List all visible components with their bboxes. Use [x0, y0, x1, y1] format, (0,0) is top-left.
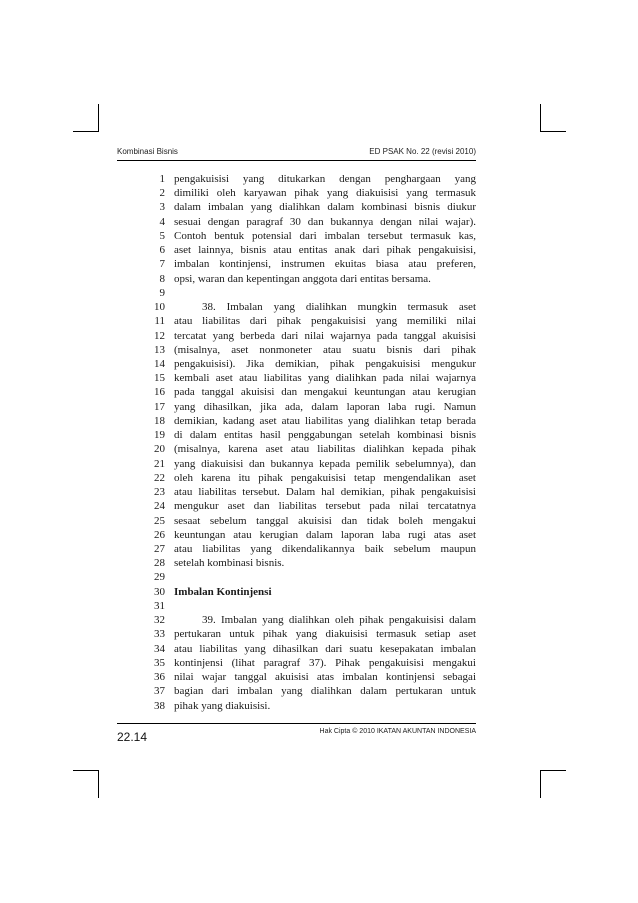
line-number: 15	[154, 372, 165, 385]
line-text: setelah kombinasi bisnis.	[174, 557, 285, 570]
line-text: dimiliki oleh karyawan pihak yang diakuisisi yang termasuk	[174, 187, 476, 200]
crop-mark	[98, 104, 99, 132]
line-text: dalam imbalan yang dialihkan dalam kombinasi bisnis diukur	[174, 201, 476, 214]
crop-mark	[73, 131, 98, 132]
line-text: nilai wajar tanggal akuisisi atas imbalan kontinjensi sebagai	[174, 671, 476, 684]
copyright-notice: Hak Cipta © 2010 IKATAN AKUNTAN INDONESIA	[319, 728, 476, 735]
line-text: oleh karena itu pihak pengakuisisi tetap mengendalikan aset	[174, 471, 476, 484]
line-text: atau liabilitas dari pihak pengakuisisi yang memiliki nilai	[174, 315, 476, 328]
line-number: 24	[154, 500, 165, 513]
line-text: pihak yang diakuisisi.	[174, 699, 271, 712]
line-number: 38	[154, 699, 165, 712]
line-text: yang dihasilkan, jika ada, dalam laporan laba rugi. Namun	[174, 400, 476, 413]
line-number: 19	[154, 429, 165, 442]
line-number: 29	[154, 571, 165, 584]
line-text: 38. Imbalan yang dialihkan mungkin termasuk aset	[202, 301, 476, 314]
line-number: 34	[154, 642, 165, 655]
line-number: 8	[159, 272, 165, 285]
line-text: sesaat sebelum tanggal akuisisi dan tidak boleh mengakui	[174, 514, 476, 527]
line-number: 28	[154, 557, 165, 570]
line-text: atau liabilitas yang dikendalikannya baik sebelum maupun	[174, 542, 476, 555]
line-text: opsi, waran dan kepentingan anggota dari entitas bersama.	[174, 272, 431, 285]
line-number: 37	[154, 685, 165, 698]
line-text: atau liabilitas yang dihasilkan dari suatu kesepakatan imbalan	[174, 642, 476, 655]
line-text: di dalam entitas hasil penggabungan setelah kombinasi bisnis	[174, 429, 476, 442]
line-text: yang diakuisisi dan bukannya kepada pemilik sebelumnya), dan	[174, 457, 476, 470]
crop-mark	[540, 104, 541, 132]
crop-mark	[98, 770, 99, 798]
header-document-id: ED PSAK No. 22 (revisi 2010)	[369, 147, 476, 156]
crop-mark	[541, 770, 566, 771]
line-number: 25	[154, 514, 165, 527]
line-text: pengakuisisi). Jika demikian, pihak pengakuisisi mengukur	[174, 357, 476, 370]
line-text: pengakuisisi yang ditukarkan dengan penghargaan yang	[174, 173, 476, 185]
line-text: imbalan kontinjensi, instrumen ekuitas biasa atau preferen,	[174, 258, 476, 271]
line-number: 33	[154, 628, 165, 641]
line-number: 36	[154, 671, 165, 684]
line-text: aset lainnya, bisnis atau entitas anak dari pihak pengakuisisi,	[174, 244, 476, 257]
crop-mark	[540, 770, 541, 798]
line-text: demikian, kadang aset atau liabilitas yang dialihkan tetap berada	[174, 414, 476, 427]
line-text: kembali aset atau liabilitas yang dialihkan pada nilai wajarnya	[174, 372, 476, 385]
header-rule	[117, 160, 476, 161]
line-number: 10	[154, 301, 165, 314]
line-number: 26	[154, 528, 165, 541]
line-text: pada tanggal akuisisi dan mengakui keuntungan atau kerugian	[174, 386, 476, 399]
line-number: 11	[154, 315, 165, 328]
line-text: atau liabilitas tersebut. Dalam hal demikian, pihak pengakuisisi	[174, 486, 476, 499]
line-number: 23	[154, 486, 165, 499]
line-text: mengukur aset dan liabilitas tersebut pada nilai tercatatnya	[174, 500, 476, 513]
line-text: (misalnya, aset nonmoneter atau suatu bisnis dari pihak	[174, 343, 476, 356]
line-text: keuntungan atau kerugian dalam laporan laba rugi atas aset	[174, 528, 476, 541]
line-number: 20	[154, 443, 165, 456]
line-number: 21	[154, 457, 165, 470]
line-text: sesuai dengan paragraf 30 dan bukannya dengan nilai wajar).	[174, 215, 476, 228]
line-number: 27	[154, 542, 165, 555]
page-number: 22.14	[117, 730, 148, 744]
line-number: 22	[154, 471, 165, 484]
crop-mark	[541, 131, 566, 132]
line-number: 18	[154, 414, 165, 427]
line-number: 31	[154, 599, 165, 612]
line-text: pertukaran untuk pihak yang diakuisisi termasuk setiap aset	[174, 628, 476, 641]
line-number: 3	[159, 201, 165, 214]
line-number: 7	[159, 258, 165, 271]
line-text: kontinjensi (lihat paragraf 37). Pihak pengakuisisi mengakui	[174, 656, 476, 669]
line-number: 4	[159, 215, 165, 228]
section-heading: Imbalan Kontinjensi	[174, 585, 272, 598]
crop-mark	[73, 770, 98, 771]
line-number: 35	[154, 656, 165, 669]
line-number: 30	[154, 585, 165, 598]
line-number: 9	[159, 286, 165, 299]
footer-rule	[117, 723, 476, 724]
text-line	[117, 697, 476, 715]
line-text: tercatat yang berbeda dari nilai wajarnya pada tanggal akuisisi	[174, 329, 476, 342]
line-number: 1	[159, 173, 165, 185]
header-section-title: Kombinasi Bisnis	[117, 147, 178, 156]
line-text: (misalnya, karena aset atau liabilitas dialihkan kepada pihak	[174, 443, 476, 456]
line-number: 6	[159, 244, 165, 257]
line-number: 16	[154, 386, 165, 399]
line-text: Contoh bentuk potensial dari imbalan tersebut termasuk kas,	[174, 229, 476, 242]
line-number: 5	[159, 229, 165, 242]
line-number: 2	[159, 187, 165, 200]
line-text: bagian dari imbalan yang dialihkan dalam pertukaran untuk	[174, 685, 476, 698]
line-number: 13	[154, 343, 165, 356]
line-number: 17	[154, 400, 165, 413]
line-number: 14	[154, 357, 165, 370]
line-text: 39. Imbalan yang dialihkan oleh pihak pengakuisisi dalam	[202, 614, 476, 627]
line-number: 32	[154, 614, 165, 627]
line-number: 12	[154, 329, 165, 342]
